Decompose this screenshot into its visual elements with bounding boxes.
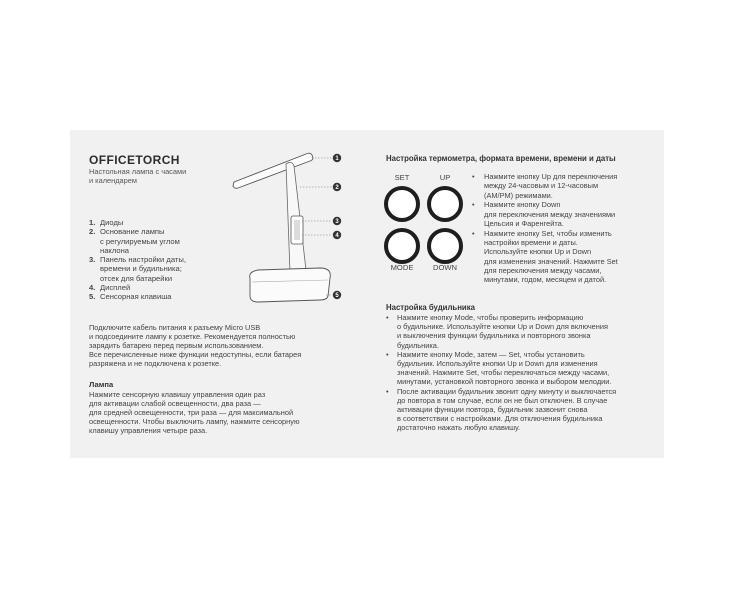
part-item: 2. Основание лампы с регулируемым углом наклона xyxy=(89,227,180,255)
down-button-icon xyxy=(427,228,463,264)
up-label: UP xyxy=(439,173,451,182)
list-item: • Нажмите кнопку Mode, чтобы проверить информацию о будильнике. Используйте кнопки Up и Down для включения и выключения функции будильника и повторного звонка будильника. xyxy=(386,313,609,350)
lamp-illustration xyxy=(228,150,348,310)
button-diagram xyxy=(380,170,470,280)
callout-2: 2 xyxy=(335,185,339,192)
lamp-heading: Лампа xyxy=(89,380,114,389)
callout-3: 3 xyxy=(335,219,339,226)
alarm-heading: Настройка будильника xyxy=(386,303,475,312)
callout-4: 4 xyxy=(335,233,339,240)
down-label: DOWN xyxy=(432,263,458,272)
part-item: 3. Панель настройки даты, времени и будильника; отсек для батарейки xyxy=(89,255,186,283)
part-item: 1. Диоды xyxy=(89,218,124,227)
callout-5: 5 xyxy=(335,293,339,300)
callout-markers xyxy=(333,154,341,299)
callout-1: 1 xyxy=(335,156,339,163)
brand-subtitle: Настольная лампа с часами и календарем xyxy=(89,167,187,185)
part-item: 4. Дисплей xyxy=(89,283,131,293)
up-button-icon xyxy=(427,186,463,222)
part-item: 5. Сенсорная клавиша xyxy=(89,292,172,302)
alarm-bullets xyxy=(386,313,656,433)
set-button-icon xyxy=(384,186,420,222)
thermo-heading: Настройка термометра, формата времени, времени и даты xyxy=(386,154,616,163)
brand-title: OFFICETORCH xyxy=(89,153,180,167)
list-item: • Нажмите кнопку Set, чтобы изменить настройки времени и даты. Используйте кнопки Up и Down для изменения значений. Нажмите Set для переключения между часами, минутами, годом, месяцем и датой. xyxy=(472,228,618,285)
parts-list xyxy=(89,218,240,302)
lamp-drawing xyxy=(233,153,332,302)
set-label: SET xyxy=(394,173,410,182)
list-item: • После активации будильник звонит одну минуту и выключается до повтора в том случае, если он не был отключен. В случае активации функции повтора, будильник зазвонит снова в соответствии с настройками. Для отключения будильника достаточно нажать любую клавишу. xyxy=(386,386,617,433)
list-item: • Нажмите кнопку Down для переключения между значениями Цельсия и Фаренгейта. xyxy=(472,200,616,228)
mode-label: MODE xyxy=(390,263,414,272)
intro-paragraph: Подключите кабель питания к разъему Micro USB и подсоедините лампу к розетке. Рекомендуется полностью зарядить батарею перед первым использованием. Все перечисленные ниже функции недоступны, если батарея разряжена и не подключена к розетке. xyxy=(89,323,302,369)
list-item: • Нажмите кнопку Mode, затем — Set, чтобы установить будильник. Используйте кнопки Up и Down для изменения значений. Нажмите Set, чтобы переключаться между часами, минутами, установкой повторного звонка и выбором мелодии. xyxy=(386,349,612,387)
list-item: • Нажмите кнопку Up для переключения между 24-часовым и 12-часовым (AM/PM) режимами. xyxy=(472,172,618,200)
lamp-paragraph: Нажмите сенсорную клавишу управления один раз для активации слабой освещенности, два раза — для средней освещенности, три раза — для максимальной освещенности. Чтобы выключить лампу, нажмите сенсорную клавишу управления четыре раза. xyxy=(89,390,300,436)
thermo-bullets xyxy=(472,172,652,285)
mode-button-icon xyxy=(384,228,420,264)
